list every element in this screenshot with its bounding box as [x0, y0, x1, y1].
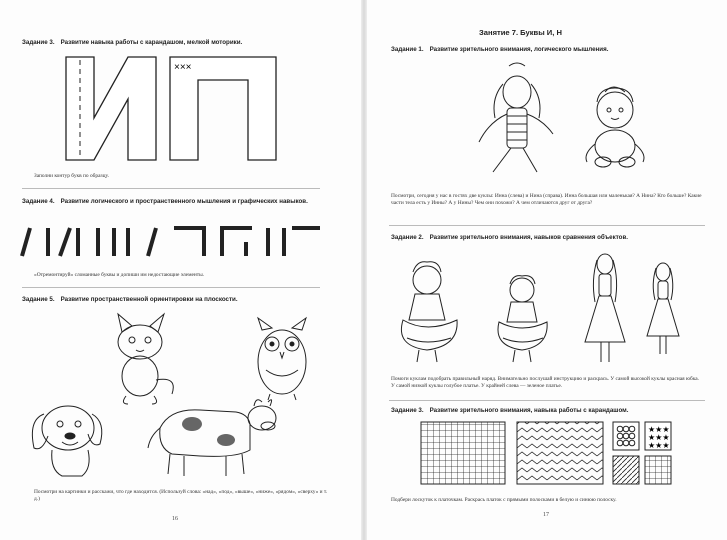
- left-page: [0, 0, 361, 540]
- dressed-dolls-illustration: [367, 250, 727, 380]
- grid-kerchief: [421, 422, 505, 484]
- right-task2-caption: Помоги куклам подобрать правильный наряд. Внимательно послушай инструкцию и раскрась. У самой высокой куклы красная юбка. У самой низкой куклы голубое платье. У крайней слева — зеленое платье.: [391, 376, 699, 389]
- short-doll-left-drawing: [401, 262, 457, 362]
- cow-drawing: [148, 400, 276, 476]
- zigzag-kerchief: [517, 422, 603, 484]
- tall-doll-right-drawing: [647, 263, 679, 354]
- letter-i-outline: [66, 57, 156, 160]
- divider: [22, 287, 320, 288]
- lesson-title: Занятие 7. Буквы И, Н: [479, 28, 562, 37]
- left-task4-caption: «Отремонтируй» сломанные буквы и допиши им недостающие элементы.: [34, 272, 205, 278]
- right-task3-number: Задание 3.: [391, 407, 424, 414]
- svg-text:★★★: ★★★: [648, 441, 670, 450]
- divider: [389, 225, 705, 226]
- right-task1-text: Развитие зрительного внимания, логического мышления.: [429, 46, 609, 53]
- svg-text:×××: ×××: [174, 62, 192, 73]
- left-task3-number: Задание 3.: [22, 39, 55, 46]
- tall-doll-middle-drawing: [585, 254, 625, 362]
- pattern-squares-figure: [367, 418, 727, 498]
- divider: [22, 188, 320, 189]
- left-task5-caption: Посмотри на картинки и расскажи, что где находится. (Используй слова: «над», «под», «выше», «ниже», «рядом», «сверху» и т. д.): [34, 489, 328, 502]
- broken-letters-figure: [0, 218, 361, 278]
- animals-illustration: [0, 310, 361, 500]
- left-task4-text: Развитие логического и пространственного мышления и графических навыков.: [60, 198, 308, 205]
- right-page-number: 17: [543, 512, 549, 518]
- letter-p-outline: [170, 57, 276, 160]
- puppy-drawing: [32, 406, 101, 476]
- left-task4-title: [22, 198, 308, 205]
- left-task5-number: Задание 5.: [22, 296, 55, 303]
- left-task5-title: [22, 296, 238, 303]
- patch-options: [613, 422, 671, 484]
- right-task2-number: Задание 2.: [391, 234, 424, 241]
- right-task3-caption: Подбери лоскуток к платочкам. Раскрась платок с прямыми полосками в белую и синюю полоску.: [391, 497, 617, 503]
- divider: [389, 400, 705, 401]
- right-task3-text: Развитие зрительного внимания, навыка работы с карандашом.: [429, 407, 629, 414]
- kitten-drawing: [118, 314, 173, 404]
- right-task2-title: [391, 234, 628, 241]
- left-task3-text: Развитие навыка работы с карандашом, мелкой моторики.: [60, 39, 243, 46]
- letters-outline-figure: [0, 0, 361, 130]
- owl-drawing: [258, 318, 306, 400]
- right-task3-title: [391, 407, 628, 414]
- baby-doll-drawing: [586, 87, 644, 167]
- dolls-illustration: [367, 58, 727, 188]
- svg-text:★★★: ★★★: [648, 433, 670, 442]
- left-task4-number: Задание 4.: [22, 198, 55, 205]
- right-task1-caption: Посмотри, сегодня у нас в гостях две куклы: Инна (слева) и Нина (справа). Инна большая или маленькая? А Нина? Кто больше? Какие части тела есть у Инны? А у Нины? Чем они похожи? А чем отличаются друг от друга?: [391, 193, 702, 206]
- left-task3-caption: Заполни контур букв по образцу.: [34, 173, 110, 179]
- right-task2-text: Развитие зрительного внимания, навыков сравнения объектов.: [429, 234, 628, 241]
- svg-text:★★★: ★★★: [648, 425, 670, 434]
- right-task1-number: Задание 1.: [391, 46, 424, 53]
- rag-doll-drawing: [479, 63, 553, 172]
- left-page-number: 16: [172, 516, 178, 522]
- right-task1-title: [391, 46, 608, 53]
- short-doll-middle-drawing: [498, 276, 547, 362]
- left-task5-text: Развитие пространственной ориентировки на плоскости.: [60, 296, 238, 303]
- right-page: [367, 0, 727, 540]
